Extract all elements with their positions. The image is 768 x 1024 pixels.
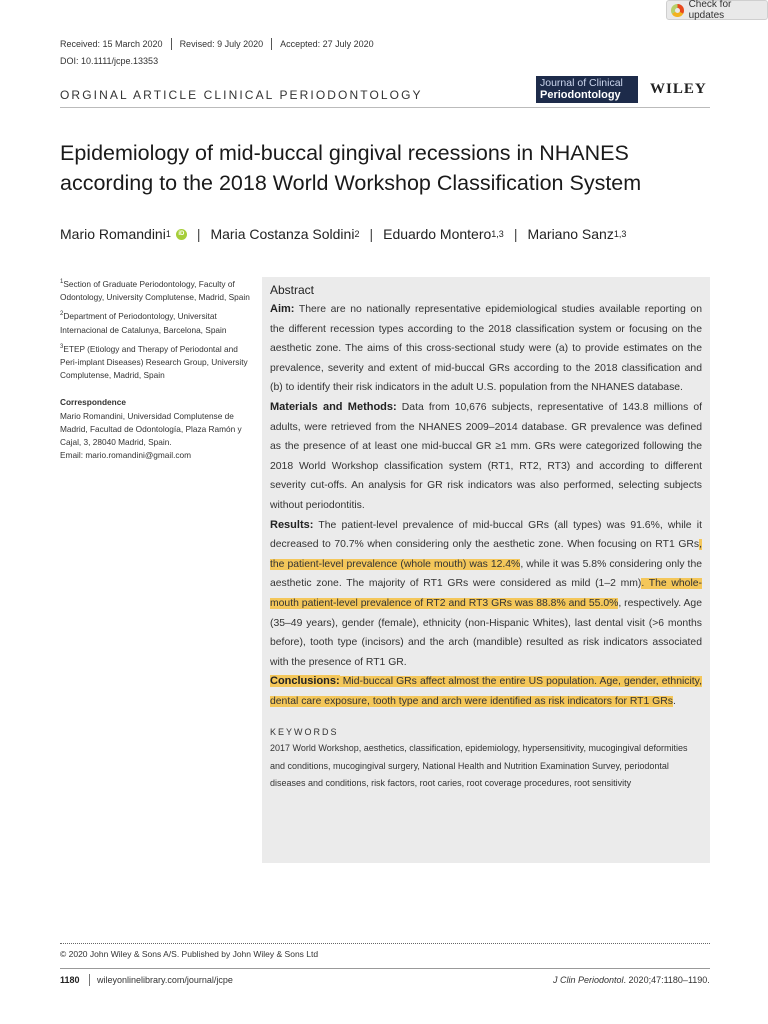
author-name[interactable]: Maria Costanza Soldini [210,226,355,242]
journal-logo-line1: Journal of Clinical [540,77,623,89]
affiliation-item: $^2$Department of Periodontology, Universitat Internacional de Catalunya, Barcelona, Spain [60,311,227,335]
journal-abbreviation: J Clin Periodontol [553,975,624,985]
journal-logo-line2: Periodontology [540,89,621,101]
author-separator: | [369,226,374,242]
article-title: Epidemiology of mid-buccal gingival recessions in NHANES according to the 2018 World Workshop Classification System [60,141,642,195]
keywords-list: 2017 World Workshop, aesthetics, classification, epidemiology, hypersensitivity, mucogingival deformities and conditions, mucogingival surgery, National Health and Nutrition Examination Survey, periodontal diseases and conditions, risk factors, root caries, root coverage procedures, root sensitivity [270,743,688,789]
author-list: Mario Romandini 1 iD | Maria Costanza Soldini 2 | Eduardo Montero 1,3 | Mariano Sanz 1,3 [60,226,627,242]
journal-logo[interactable] [536,76,638,103]
results-text: , while it was 5.8% considering only the aesthetic zone. The majority of RT1 GRs were considered as mild (1–2 mm) [270,558,703,590]
affiliation-item: $^1$Section of Graduate Periodontology, Faculty of Odontology, University Complutense, Madrid, Spain [60,279,250,303]
journal-url-link[interactable]: wileyonlinelibrary.com/journal/jcpe [97,975,233,985]
results-text: , respectively. Age (35–49 years), gender (female), ethnicity (non-Hispanic Whites), last dental visit (>6 months before), tooth type (incisors) and the arch (mandible) resulted as risk indicators associated with the presence of RT1 GR. [270,597,702,668]
correspondence-email[interactable]: Email: mario.romandini@gmail.com [60,450,192,461]
received-date: Received: 15 March 2020 [60,39,163,49]
keywords-label: KEYWORDS [270,727,339,738]
results-text: The patient-level prevalence of mid-buccal GRs (all types) was 91.6%, while it decreased to 70.7% when considering only the aesthetic zone. When focusing on RT1 GRs [270,519,702,551]
crossmark-icon [671,4,684,17]
section-heading: ORGINAL ARTICLE CLINICAL PERIODONTOLOGY [60,88,423,102]
results-label: Results: [270,518,314,531]
check-for-updates-button[interactable] [666,0,768,20]
author-name[interactable]: Eduardo Montero [383,226,492,242]
author-separator: | [196,226,201,242]
abstract-panel [262,277,710,863]
author-name[interactable]: Mario Romandini [60,226,166,242]
journal-citation [553,975,710,985]
aim-text: There are no nationally representative epidemiological studies available reporting on the different recession types according to the 2018 classification system or focusing on the aesthetic zone. The aims of this cross-sectional study were (a) to provide estimates on the prevalence, severity and extent of mid-buccal GRs according to the 2018 classification and (b) to identify their risk indicators in the adult U.S. population from the NHANES database. [270,304,702,394]
check-for-updates-label: Check for updates [688,0,732,21]
author-separator: | [513,226,518,242]
correspondence-address: Mario Romandini, Universidad Complutense de Madrid, Facultad de Odontología, Plaza Ramón y Cajal, 3, 28040 Madrid, Spain. [60,410,242,448]
methods-text: Data from 10,676 subjects, representative of 143.8 millions of adults, were retrieved from the NHANES 2009–2014 database. GR prevalence was defined as the presence of at least one mid-buccal GR ≥1 mm. GRs were categorized following the 2018 World Workshop classification system (RT1, RT2, RT3) and according to different severity cut-offs. An analysis for GR risk indicators was also performed, selecting subjects without periodontitis. [270,401,702,511]
footer-separator [89,974,90,986]
aim-label: Aim: [270,303,295,315]
footer-dotted-divider [60,943,710,944]
conclusions-label: Conclusions: [270,675,340,688]
abstract-body [270,300,702,711]
author-name[interactable]: Mariano Sanz [527,226,614,242]
highlighted-text: . The whole-mouth patient-level prevalence of RT2 and RT3 GRs was 88.8% and 55.0% [270,578,702,609]
accepted-date: Accepted: 27 July 2020 [271,38,382,50]
footer-divider [60,968,710,969]
orcid-icon[interactable]: iD [176,229,187,240]
doi-link[interactable]: DOI: 10.1111/jcpe.13353 [60,56,159,66]
conclusions-end: . [672,695,676,707]
affiliation-item: $^3$ETEP (Etiology and Therapy of Periodontal and Peri-implant Diseases) Research Group, University Complutense, Madrid, Spain [60,343,248,381]
abstract-heading: Abstract [270,283,315,297]
highlighted-text: Mid-buccal GRs affect almost the entire US population. Age, gender, ethnicity, dental care exposure, tooth type and arch were identified as risk indicators for RT1 GRs [270,676,702,707]
citation-details: . 2020;47:1180–1190. [623,975,710,985]
article-dates [60,38,382,50]
highlighted-text: , the patient-level prevalence (whole mouth) was 12.4% [270,539,702,570]
publisher-logo: WILEY [650,81,707,97]
revised-date: Revised: 9 July 2020 [171,38,272,50]
correspondence-label: Correspondence [60,397,126,408]
header-divider [60,107,710,108]
affiliations-column [60,278,250,462]
copyright-notice: © 2020 John Wiley & Sons A/S. Published by John Wiley & Sons Ltd [60,949,319,959]
methods-label: Materials and Methods: [270,400,397,413]
page-number: 1180 [60,975,80,985]
